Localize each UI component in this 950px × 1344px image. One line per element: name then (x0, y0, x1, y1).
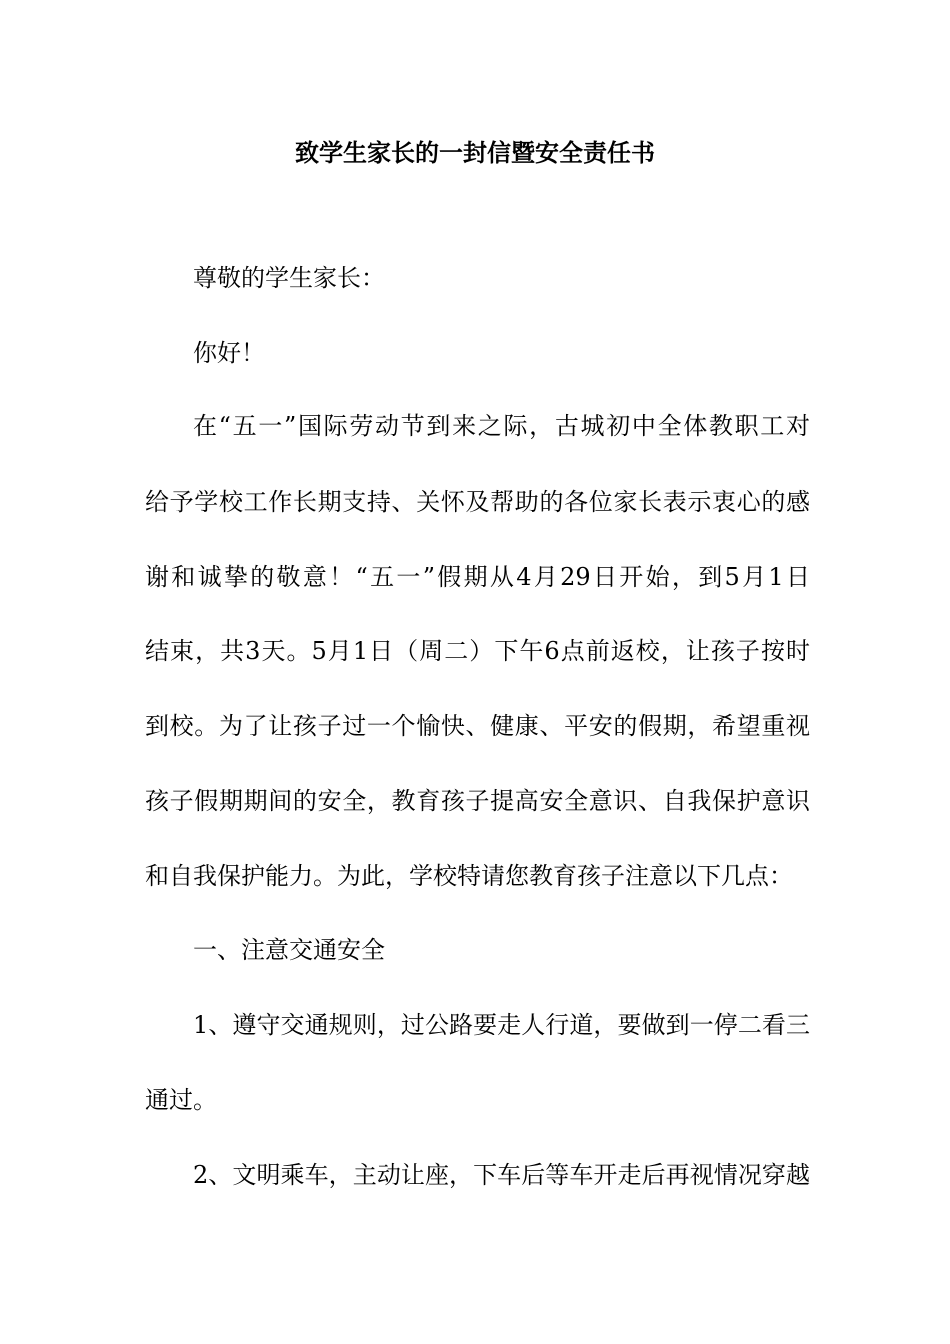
paragraph-line: 孩子假期期间的安全，教育孩子提高安全意识、自我保护意识 (145, 787, 810, 815)
paragraph-line: 到校。为了让孩子过一个愉快、健康、平安的假期，希望重视 (145, 712, 810, 740)
list-item-line: 1、遵守交通规则，过公路要走人行道，要做到一停二看三 (193, 1011, 810, 1039)
paragraph-line: 谢和诚挚的敬意！“五一”假期从4月29日开始，到5月1日 (145, 563, 810, 591)
salutation: 尊敬的学生家长： (193, 264, 385, 292)
paragraph-line: 和自我保护能力。为此，学校特请您教育孩子注意以下几点： (145, 862, 793, 890)
paragraph-line: 结束，共3天。5月1日（周二）下午6点前返校，让孩子按时 (145, 637, 810, 665)
section-heading: 一、注意交通安全 (193, 936, 385, 964)
list-item-line: 2、文明乘车，主动让座，下车后等车开走后再视情况穿越 (193, 1161, 810, 1189)
paragraph-line: 给予学校工作长期支持、关怀及帮助的各位家长表示衷心的感 (145, 488, 810, 516)
paragraph-line: 在“五一”国际劳动节到来之际，古城初中全体教职工对 (193, 412, 810, 440)
list-item-line: 通过。 (145, 1086, 217, 1114)
greeting: 你好！ (193, 339, 265, 367)
document-title: 致学生家长的一封信暨安全责任书 (295, 138, 655, 167)
